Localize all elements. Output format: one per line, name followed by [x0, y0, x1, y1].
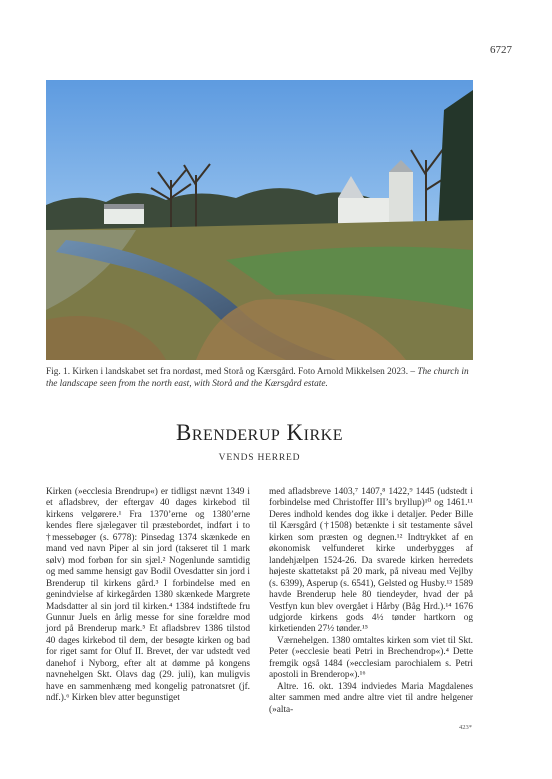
- page-title: Brenderup Kirke: [176, 420, 343, 445]
- landscape-illustration: [46, 80, 473, 360]
- footer-mark: 423*: [459, 724, 472, 731]
- landscape-photo: [46, 80, 473, 360]
- paragraph: Værnehelgen. 1380 omtaltes kirken som viet til Skt. Peter (»ecclesie beati Petri in Brechendrop«).⁴ Dette fremgik også 1484 (»ecclesiam parochialem s. Petri apostoli in Brenderop«).¹⁶: [269, 635, 473, 681]
- caption-text: Fig. 1. Kirken i landskabet set fra nordøst, med Storå og Kærsgård. Foto Arnold Mikkelsen 2023. –: [46, 367, 415, 377]
- paragraph: Kirken (»ecclesia Brendrup«) er tidligst nævnt 1349 i et afladsbrev, der eftergav 40 dages kirkebod til kirkens velgørere.¹ Fra 1370’erne og 1380’erne kendes flere sjælegaver til præstebordet, indført i to †messebøger (s. 6778): Pinsedag 1374 skænkede en mand ved navn Piper al sin jord (takseret til 1 mark sølv) mod forbøn for sin sjæl.² Nogenlunde samtidig og med samme hensigt gav Bodil Ovesdatter sin jord i Brenderup til kirkens gård.³ I forbindelse med en genindvielse af kirkegården 1380 skænkede Margrete Madsdatter al sin jord til kirken.⁴ 1384 indstiftede fru Gunnur Juels en årlig messe for sine forældre mod jord på Brenderup mark.⁵ Et afladsbrev 1386 tilstod 40 dages kirkebod til dem, der besøgte kirken og bad for riget samt for Oluf II. Brevet, der var udstedt ved danehof i Nyborg, efter alt at dømme på kongens navnehelgen Skt. Olavs dag (29. juli), kan muligvis have en sammenhæng med kongelig patronatsret (jf. ndf.).⁶ Kirken blev atter begunstiget: [46, 487, 250, 704]
- paragraph: med afladsbreve 1403,⁷ 1407,⁸ 1422,⁹ 1445 (udstedt i forbindelse med Christoffer III’s bryllup)¹⁰ og 1461.¹¹ Deres indhold kendes dog ikke i detaljer. Peder Bille til Kærsgård (†1508) betænkte i sit testamente såvel kirken som præsten og degnen.¹² Indtrykket af en økonomisk velfunderet kirke underbygges af landehjælpen 1524-26. Da svarede kirken herredets højeste skattetakst på 20 mark, på niveau med Vejlby (s. 6399), Asperup (s. 6541), Gelsted og Husby.¹³ 1589 havde Brenderup hele 80 tiendeyder, hvad der på Vestfyn kun blev overgået i Hårby (Båg Hrd.).¹⁴ 1676 udgjorde kirkens gods 4½ tønder hartkorn og kirketienden 27½ tønder.¹⁵: [269, 487, 473, 635]
- text-column-left: [46, 487, 250, 705]
- page-number: 6727: [490, 44, 512, 56]
- paragraph: Altre. 16. okt. 1394 indviedes Maria Magdalenes alter sammen med andre altre viet til andre helgener (»alta-: [269, 681, 473, 715]
- text-column-right: [269, 487, 473, 716]
- page-subtitle: VENDS HERRED: [218, 453, 301, 463]
- figure-caption: [46, 366, 473, 390]
- caption-translation: The church in the landscape seen from the north east, with Storå and the Kærsgård estate.: [46, 367, 469, 389]
